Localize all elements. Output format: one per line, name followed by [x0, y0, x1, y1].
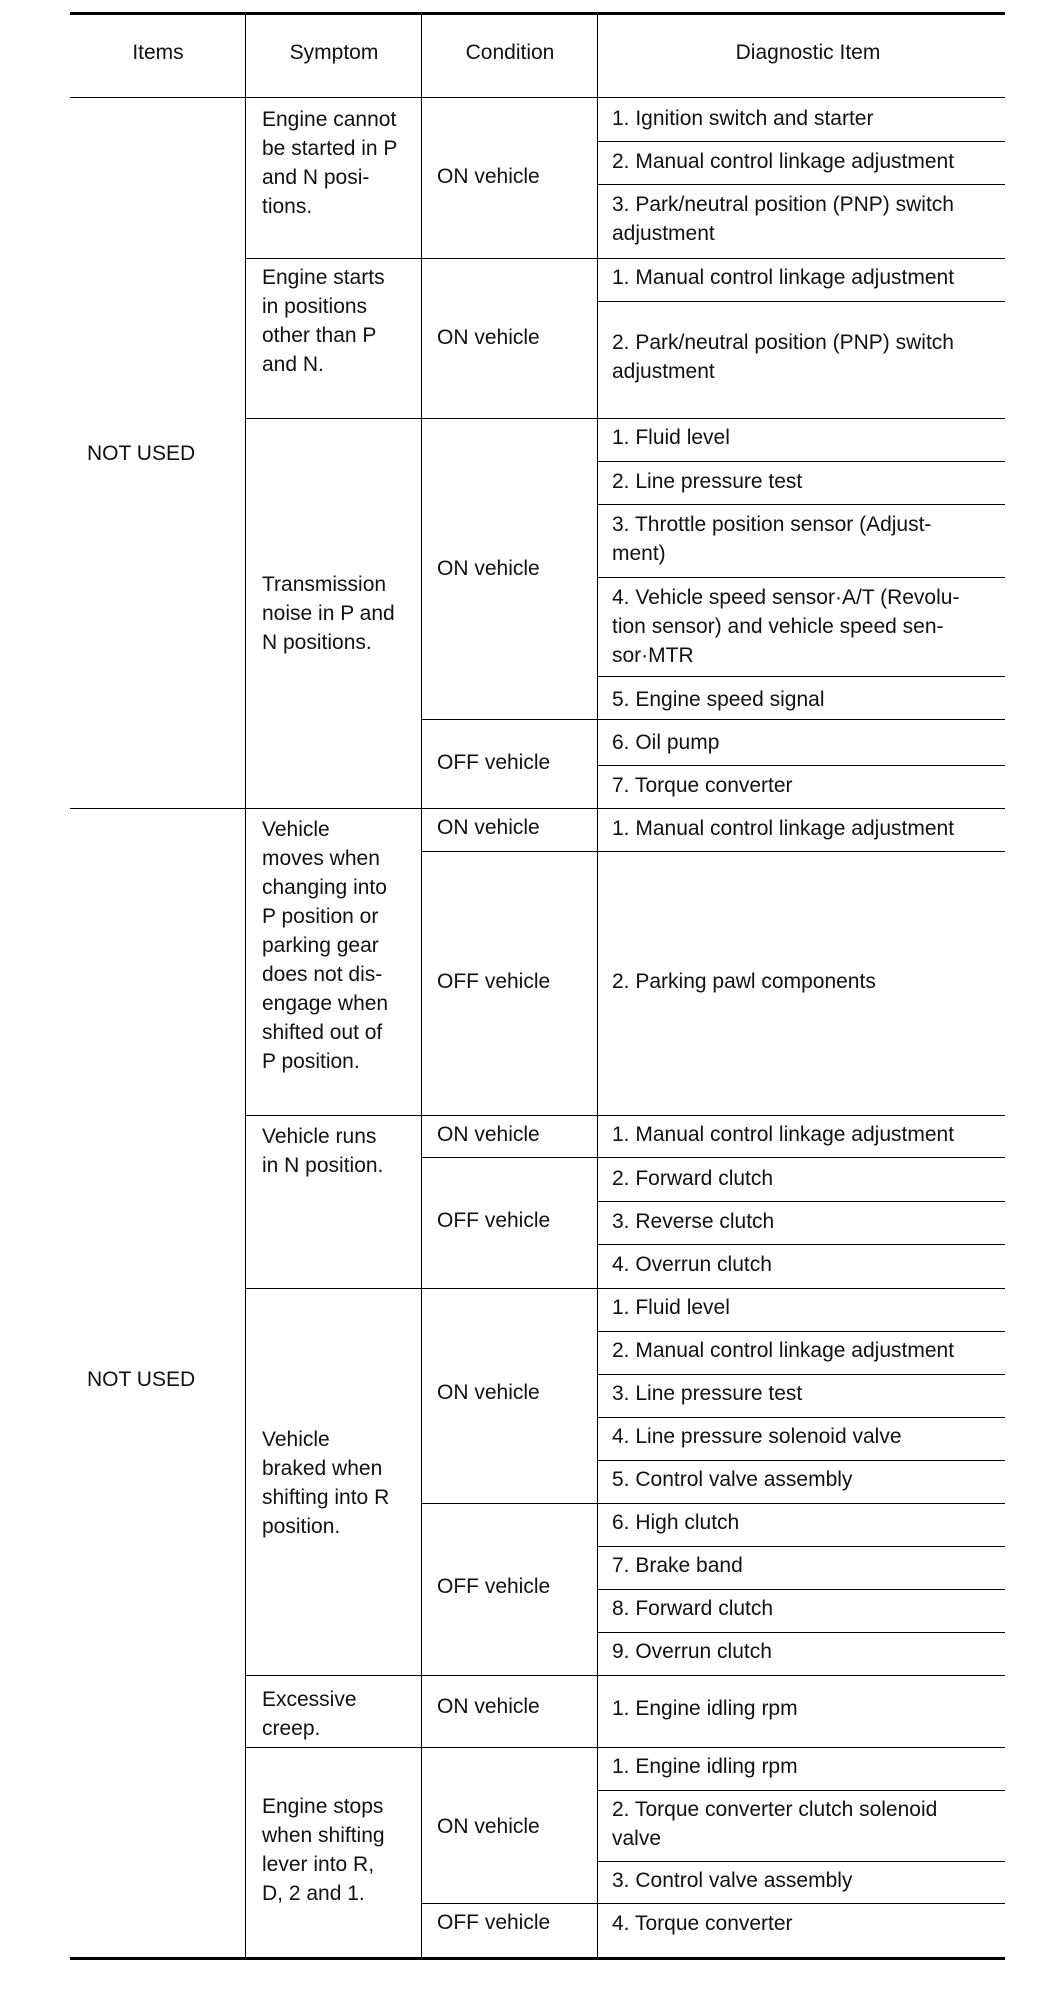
diagnostic-cell: 1. Ignition switch and starter	[612, 107, 874, 130]
symptom-cell: Vehicle runs in N position.	[262, 1125, 384, 1177]
diagnostic-cell: 1. Fluid level	[612, 1296, 730, 1319]
diagnostic-cell: 2. Manual control linkage adjustment	[612, 1339, 955, 1362]
condition-cell: ON vehicle	[437, 1695, 540, 1718]
diagnostic-cell: 9. Overrun clutch	[612, 1640, 772, 1663]
diagnostic-cell: 2. Manual control linkage adjustment	[612, 150, 955, 173]
column-divider	[421, 13, 422, 1958]
condition-cell: ON vehicle	[437, 326, 540, 349]
column-divider	[597, 13, 598, 1958]
item-divider	[597, 1331, 1005, 1332]
symptom-cell: Engine starts in positions other than P and N.	[262, 266, 385, 376]
condition-divider	[421, 1903, 1005, 1904]
row-divider	[245, 1115, 1005, 1116]
item-divider	[597, 676, 1005, 677]
diagnostic-cell: 4. Vehicle speed sensor·A/T (Revolu- tion sensor) and vehicle speed sen- sor·MTR	[612, 586, 960, 667]
header-rule	[70, 97, 1005, 98]
condition-cell: ON vehicle	[437, 1123, 540, 1146]
item-divider	[597, 461, 1005, 462]
diagnostic-cell: 1. Manual control linkage adjustment	[612, 817, 955, 840]
diagnostic-cell: 7. Torque converter	[612, 774, 793, 797]
diagnostic-cell: 1. Engine idling rpm	[612, 1697, 798, 1720]
item-divider	[597, 1861, 1005, 1862]
diagnostic-cell: 2. Forward clutch	[612, 1167, 774, 1190]
item-divider	[597, 1374, 1005, 1375]
symptom-cell: Vehicle braked when shifting into R position.	[262, 1428, 390, 1538]
condition-divider	[421, 851, 1005, 852]
diagnostic-cell: 3. Line pressure test	[612, 1382, 803, 1405]
symptom-cell: Transmission noise in P and N positions.	[262, 573, 395, 654]
diagnostic-cell: 3. Reverse clutch	[612, 1210, 775, 1233]
item-divider	[597, 1632, 1005, 1633]
items-group-2: NOT USED	[87, 1368, 196, 1391]
diagnostic-cell: 5. Control valve assembly	[612, 1468, 853, 1491]
diagnostic-cell: 6. Oil pump	[612, 731, 720, 754]
diagnostic-cell: 2. Line pressure test	[612, 470, 803, 493]
diagnostic-cell: 7. Brake band	[612, 1554, 743, 1577]
diagnostic-cell: 2. Torque converter clutch solenoid valve	[612, 1798, 938, 1850]
header-condition: Condition	[465, 41, 555, 64]
symptom-cell: Engine cannot be started in P and N posi- tions.	[262, 108, 398, 218]
item-divider	[597, 765, 1005, 766]
row-divider	[245, 1288, 1005, 1289]
item-divider	[597, 1417, 1005, 1418]
condition-cell: OFF vehicle	[437, 1209, 551, 1232]
diagnostic-cell: 1. Manual control linkage adjustment	[612, 1123, 955, 1146]
table-bottom-rule	[70, 1957, 1005, 1960]
condition-cell: OFF vehicle	[437, 751, 551, 774]
condition-cell: ON vehicle	[437, 165, 540, 188]
diagnostic-cell: 6. High clutch	[612, 1511, 740, 1534]
diagnostic-cell: 3. Control valve assembly	[612, 1869, 853, 1892]
diagnostic-cell: 3. Throttle position sensor (Adjust- ment)	[612, 513, 932, 565]
condition-cell: ON vehicle	[437, 1815, 540, 1838]
diagnostic-cell: 1. Engine idling rpm	[612, 1755, 798, 1778]
diagnostic-cell: 5. Engine speed signal	[612, 688, 825, 711]
items-group-1: NOT USED	[87, 442, 196, 465]
condition-divider	[421, 719, 1005, 720]
diagnostic-cell: 1. Fluid level	[612, 426, 730, 449]
item-divider	[597, 504, 1005, 505]
condition-cell: OFF vehicle	[437, 970, 551, 993]
item-divider	[597, 1546, 1005, 1547]
symptom-cell: Engine stops when shifting lever into R, D, 2 and 1.	[262, 1795, 385, 1905]
row-divider	[245, 1675, 1005, 1676]
item-divider	[597, 184, 1005, 185]
row-divider	[245, 418, 1005, 419]
symptom-cell: Excessive creep.	[262, 1688, 357, 1740]
item-divider	[597, 1589, 1005, 1590]
item-divider	[597, 1460, 1005, 1461]
table-top-rule	[70, 12, 1005, 15]
condition-divider	[421, 1503, 1005, 1504]
item-divider	[597, 1790, 1005, 1791]
condition-cell: ON vehicle	[437, 557, 540, 580]
header-items: Items	[132, 41, 184, 64]
diagnostic-cell: 2. Park/neutral position (PNP) switch adjustment	[612, 331, 954, 383]
diagnostic-cell: 8. Forward clutch	[612, 1597, 774, 1620]
item-divider	[597, 141, 1005, 142]
header-diagnostic-item: Diagnostic Item	[735, 41, 881, 64]
condition-cell: ON vehicle	[437, 816, 540, 839]
item-divider	[597, 577, 1005, 578]
row-divider	[245, 1747, 1005, 1748]
condition-divider	[421, 1157, 1005, 1158]
condition-cell: ON vehicle	[437, 1381, 540, 1404]
diagnostic-cell: 4. Torque converter	[612, 1912, 793, 1935]
diagnostic-cell: 4. Overrun clutch	[612, 1253, 772, 1276]
header-symptom: Symptom	[289, 41, 379, 64]
diagnostic-cell: 3. Park/neutral position (PNP) switch adjustment	[612, 193, 954, 245]
row-divider	[245, 258, 1005, 259]
condition-cell: OFF vehicle	[437, 1911, 551, 1934]
symptom-cell: Vehicle moves when changing into P position or parking gear does not dis- engage when shifted out of P position.	[262, 818, 389, 1073]
column-divider	[245, 13, 246, 1958]
diagnostic-cell: 4. Line pressure solenoid valve	[612, 1425, 902, 1448]
item-divider	[597, 1244, 1005, 1245]
diagnostic-cell: 2. Parking pawl components	[612, 970, 876, 993]
item-divider	[597, 301, 1005, 302]
condition-cell: OFF vehicle	[437, 1575, 551, 1598]
group-divider	[70, 808, 1005, 809]
diagnostic-cell: 1. Manual control linkage adjustment	[612, 266, 955, 289]
item-divider	[597, 1201, 1005, 1202]
